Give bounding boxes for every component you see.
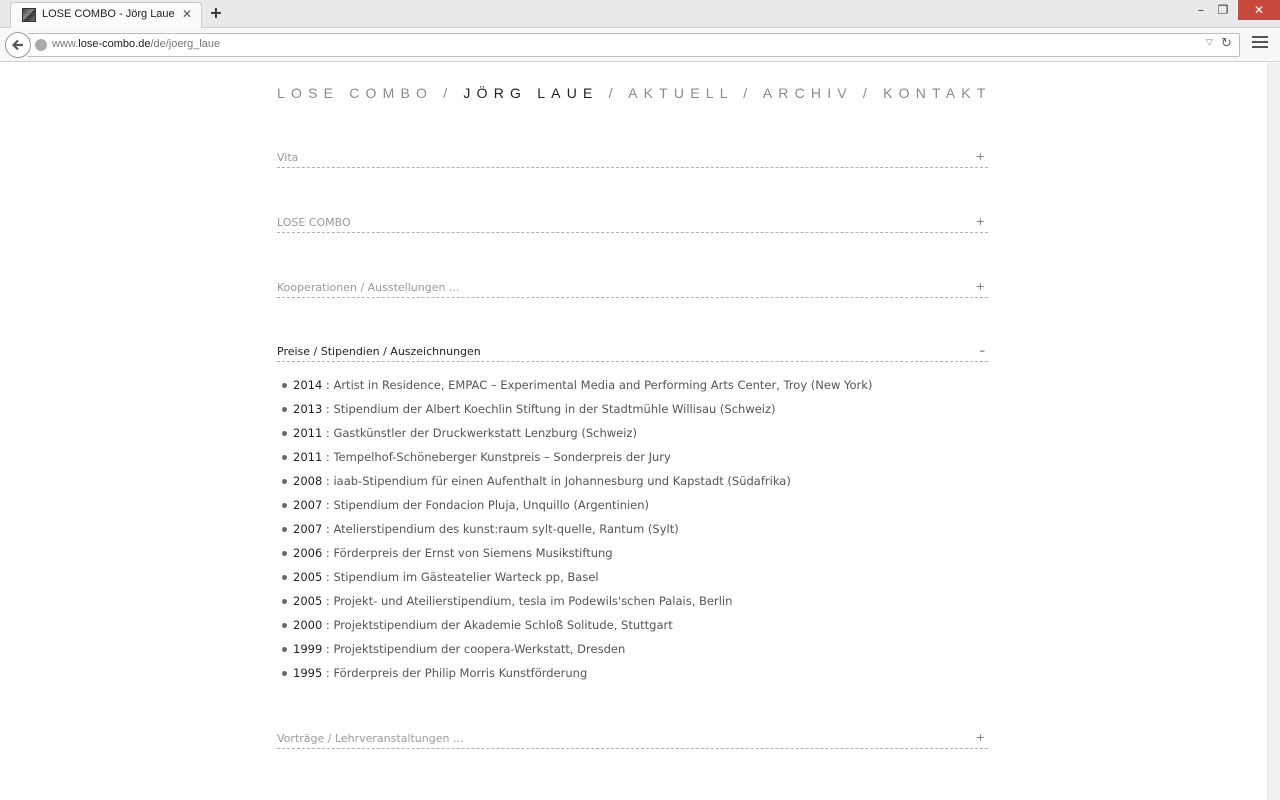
nav-separator: / <box>598 85 629 101</box>
url-text <box>52 38 220 50</box>
award-text: : Gastkünstler der Druckwerkstatt Lenzburg (Schweiz) <box>322 426 637 440</box>
url-prefix: www. <box>52 38 79 50</box>
section-lose-combo[interactable] <box>277 213 988 233</box>
nav-link-jörg-laue[interactable]: JÖRG LAUE <box>463 85 599 101</box>
collapse-toggle-icon[interactable]: – <box>979 344 985 357</box>
expand-toggle-icon[interactable]: + <box>975 215 985 228</box>
award-year: 2011 <box>293 426 323 440</box>
award-year: 1995 <box>293 666 323 680</box>
nav-separator: / <box>852 85 884 101</box>
award-year: 2005 <box>293 570 323 584</box>
award-text: : Projektstipendium der coopera-Werkstatt, Dresden <box>322 642 626 656</box>
award-text: : Projektstipendium der Akademie Schloß Solitude, Stuttgart <box>322 618 673 632</box>
url-path: /de/joerg_laue <box>150 38 221 50</box>
award-text: : Tempelhof-Schöneberger Kunstpreis – Sonderpreis der Jury <box>322 450 671 464</box>
nav-link-aktuell[interactable]: AKTUELL <box>628 85 734 101</box>
site-navigation <box>277 85 992 101</box>
list-item <box>282 517 982 541</box>
award-year: 2000 <box>293 618 323 632</box>
history-dropdown-icon[interactable]: ▽ <box>1206 38 1213 48</box>
nav-link-archiv[interactable]: ARCHIV <box>762 85 853 101</box>
list-item <box>282 421 982 445</box>
award-year: 2008 <box>293 474 323 488</box>
section-title[interactable]: Vita <box>277 151 299 164</box>
list-item <box>282 541 982 565</box>
list-item <box>282 637 982 661</box>
section-vortraege[interactable] <box>277 729 988 749</box>
section-title[interactable]: Preise / Stipendien / Auszeichnungen <box>277 345 481 358</box>
award-year: 2014 <box>293 378 323 392</box>
nav-link-kontakt[interactable]: KONTAKT <box>883 85 992 101</box>
browser-navbar <box>0 28 1280 62</box>
list-item <box>282 493 982 517</box>
list-item <box>282 445 982 469</box>
window-close-button[interactable]: ✕ <box>1238 0 1280 20</box>
award-text: : Stipendium im Gästeatelier Warteck pp, Basel <box>322 570 599 584</box>
award-year: 2013 <box>293 402 323 416</box>
list-item <box>282 661 982 685</box>
page-scrollbar[interactable] <box>1267 63 1280 800</box>
award-text: : Stipendium der Fondacion Pluja, Unquillo (Argentinien) <box>322 498 650 512</box>
award-text: : Förderpreis der Philip Morris Kunstförderung <box>322 666 588 680</box>
browser-tab[interactable] <box>10 2 202 28</box>
section-vita[interactable] <box>277 148 988 168</box>
expand-toggle-icon[interactable]: + <box>975 150 985 163</box>
back-arrow-icon <box>11 38 25 52</box>
award-text: : Stipendium der Albert Koechlin Stiftung in der Stadtmühle Willisau (Schweiz) <box>322 402 776 416</box>
nav-link-lose-combo[interactable]: LOSE COMBO <box>277 85 434 101</box>
section-kooperationen[interactable] <box>277 278 988 298</box>
award-year: 2006 <box>293 546 323 560</box>
list-item <box>282 373 982 397</box>
expand-toggle-icon[interactable]: + <box>975 280 985 293</box>
award-year: 2007 <box>293 522 323 536</box>
award-year: 2007 <box>293 498 323 512</box>
url-domain: lose-combo.de <box>78 38 151 50</box>
list-item <box>282 469 982 493</box>
award-text: : Förderpreis der Ernst von Siemens Musikstiftung <box>322 546 613 560</box>
list-item <box>282 397 982 421</box>
award-text: : Projekt- und Ateilierstipendium, tesla im Podewils'schen Palais, Berlin <box>322 594 733 608</box>
new-tab-button[interactable]: + <box>209 3 223 22</box>
address-bar[interactable] <box>28 33 1240 57</box>
award-year: 2011 <box>293 450 323 464</box>
awards-list <box>282 373 982 685</box>
nav-separator: / <box>733 85 763 101</box>
award-text: : Artist in Residence, EMPAC – Experimental Media and Performing Arts Center, Troy (New York) <box>322 378 873 392</box>
site-favicon-icon <box>22 8 36 22</box>
tab-title: LOSE COMBO - Jörg Laue <box>42 8 175 20</box>
section-title[interactable]: Kooperationen / Ausstellungen ... <box>277 281 460 294</box>
expand-toggle-icon[interactable]: + <box>975 731 985 744</box>
globe-icon <box>35 39 47 51</box>
award-year: 2005 <box>293 594 323 608</box>
tab-close-icon[interactable]: ✕ <box>182 7 193 21</box>
award-year: 1999 <box>293 642 323 656</box>
section-title[interactable]: Vorträge / Lehrveranstaltungen ... <box>277 732 464 745</box>
list-item <box>282 589 982 613</box>
hamburger-menu-icon[interactable] <box>1252 36 1268 52</box>
list-item <box>282 565 982 589</box>
window-maximize-button[interactable]: ❐ <box>1217 3 1229 17</box>
back-button[interactable] <box>5 32 31 58</box>
nav-separator: / <box>433 85 464 101</box>
section-preise[interactable] <box>277 342 988 362</box>
window-minimize-button[interactable]: – <box>1198 3 1204 17</box>
section-title[interactable]: LOSE COMBO <box>277 216 351 229</box>
award-text: : iaab-Stipendium für einen Aufenthalt in Johannesburg und Kapstadt (Südafrika) <box>322 474 791 488</box>
list-item <box>282 613 982 637</box>
award-text: : Atelierstipendium des kunst:raum sylt-quelle, Rantum (Sylt) <box>322 522 679 536</box>
browser-tabstrip <box>0 0 1280 28</box>
reload-icon[interactable]: ↻ <box>1221 36 1232 51</box>
